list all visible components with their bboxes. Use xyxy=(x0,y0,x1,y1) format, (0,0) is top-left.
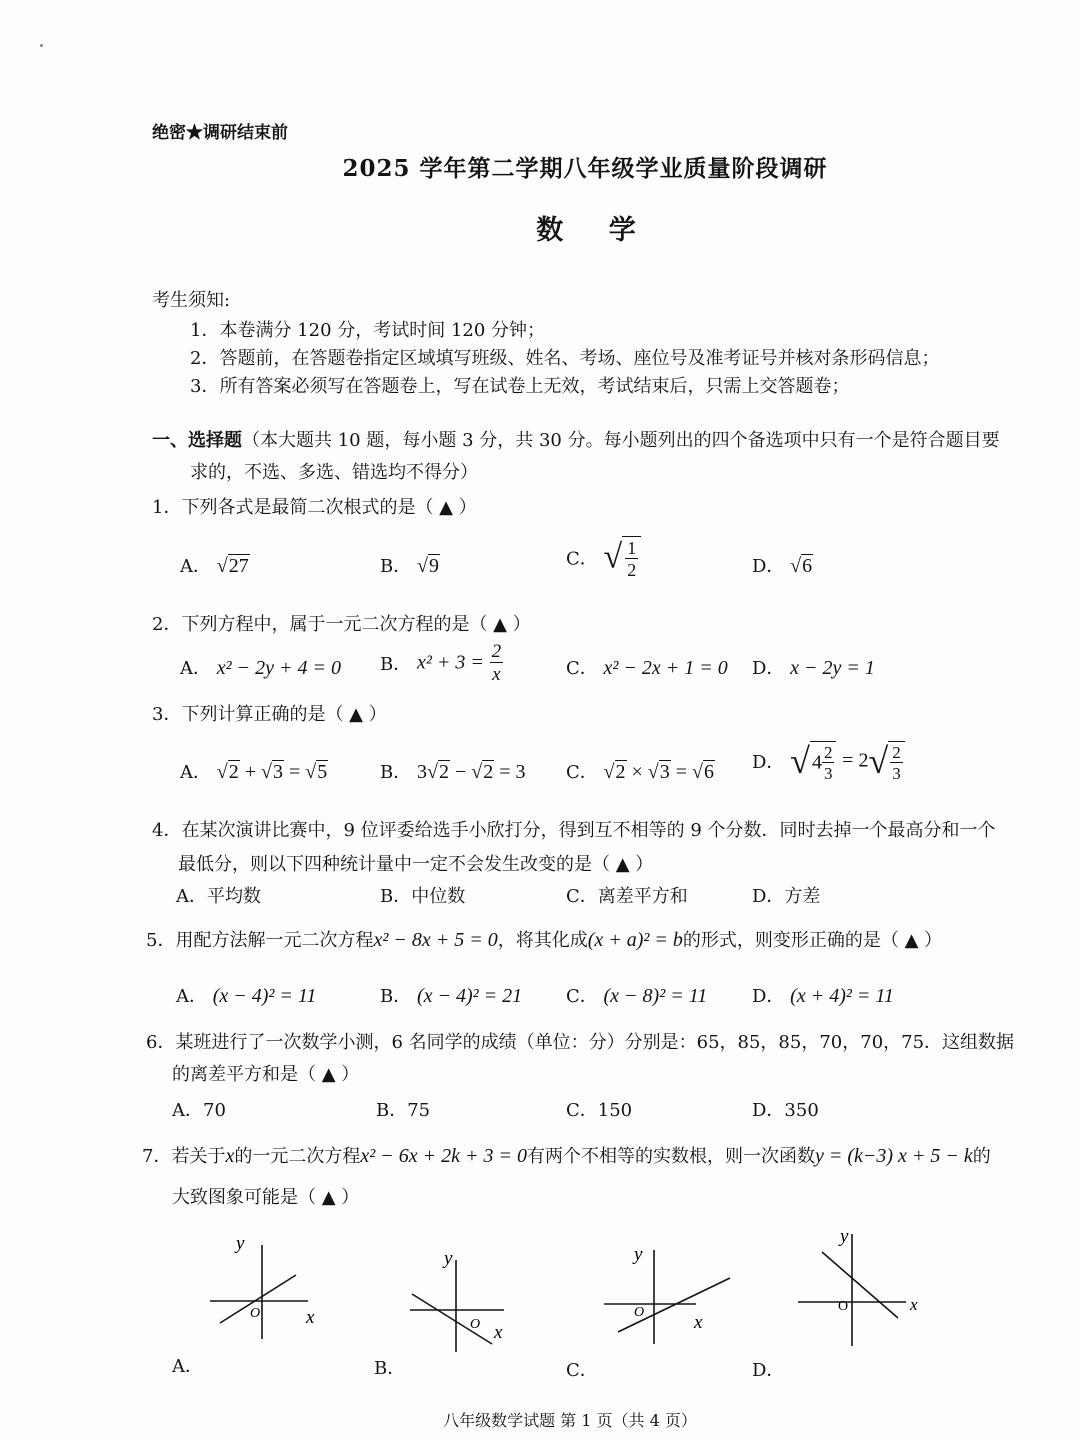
origin-label: O xyxy=(838,1299,849,1314)
exam-title: 2025 学年第二学期八年级学业质量阶段调研 xyxy=(342,155,828,182)
fraction-denominator: 3 xyxy=(892,763,901,783)
option-label: A． xyxy=(176,986,207,1007)
radicand: 27 xyxy=(228,555,249,577)
origin-label: O xyxy=(634,1305,645,1320)
q5-option-b xyxy=(380,982,522,1008)
stem-text: 的 xyxy=(972,1146,991,1167)
option-label: C． xyxy=(566,986,598,1007)
radicand: 5 xyxy=(317,761,328,783)
q7-graph-b xyxy=(400,1248,530,1358)
option-label: C． xyxy=(566,548,598,570)
q3-stem: 3．下列计算正确的是（ ▲ ） xyxy=(152,704,387,725)
q2-stem: 2．下列方程中，属于一元二次方程的是（ ▲ ） xyxy=(152,614,531,635)
q7-graph-c-label: C． xyxy=(566,1360,598,1381)
coefficient: 3 xyxy=(416,761,427,783)
option-label: B． xyxy=(380,762,412,783)
equation: x² − 2x + 1 = 0 xyxy=(603,657,728,679)
origin-label: O xyxy=(470,1317,481,1332)
q5-option-a xyxy=(176,982,316,1008)
function: y = (k−3) x + 5 − k xyxy=(814,1145,973,1167)
q7-graph-d-label: D． xyxy=(752,1360,785,1381)
y-axis-label: y xyxy=(236,1235,245,1254)
q7-graph-b-label: B． xyxy=(374,1358,406,1379)
q4-stem-1: 4．在某次演讲比赛中，9 位评委给选手小欣打分，得到互不相等的 9 个分数．同时去掉一个最高分和一个 xyxy=(152,820,996,841)
q3-option-d: D． √ 4 $\frac{2}{3}$ = 2√ $\frac{2}{3}$ xyxy=(752,740,905,782)
notice-item-2: 2．答题前，在答题卷指定区域填写班级、姓名、考场、座位号及准考证号并核对条形码信息； xyxy=(190,348,940,369)
function-line xyxy=(822,1252,898,1318)
radicand: 3 xyxy=(659,761,670,783)
q5-option-c xyxy=(566,982,707,1008)
q4-option-a: A．平均数 xyxy=(176,886,261,907)
q3-option-a: A． √2 + √3 = √5 xyxy=(180,761,328,783)
q4-option-c: C．离差平方和 xyxy=(566,886,688,907)
q7-graph-a xyxy=(200,1235,330,1345)
q4-option-b: B．中位数 xyxy=(380,886,466,907)
fraction-numerator: 1 xyxy=(627,538,637,558)
result: = 3 xyxy=(499,761,526,783)
q2-option-b xyxy=(380,642,503,684)
option-label: D． xyxy=(752,556,785,577)
q4-option-d: D．方差 xyxy=(752,886,821,907)
whole-part: 4 xyxy=(811,751,822,773)
operator: = 2 xyxy=(842,749,869,772)
q7-graph-c xyxy=(596,1240,736,1350)
q2-option-d xyxy=(752,654,875,680)
option-label: A． xyxy=(180,762,211,783)
q1-stem: 1．下列各式是最简二次根式的是（ ▲ ） xyxy=(152,497,477,518)
fraction-denominator: 3 xyxy=(823,763,833,783)
operator: = xyxy=(288,761,301,783)
equation: x² + 3 = xyxy=(416,651,484,674)
fraction-denominator: x xyxy=(492,664,501,685)
equation: (x − 4)² = 21 xyxy=(416,985,523,1007)
equation: x² − 6x + 2k + 3 = 0 xyxy=(360,1145,527,1167)
q2-option-c xyxy=(566,654,728,680)
q7-graph-a-label: A． xyxy=(172,1356,203,1377)
x-axis-label: x xyxy=(694,1312,703,1333)
stem-text: ，将其化成 xyxy=(497,930,588,951)
radicand: 2 xyxy=(483,761,494,783)
stem-text: 有两个不相等的实数根，则一次函数 xyxy=(526,1146,815,1167)
operator: × xyxy=(631,761,643,783)
q4-stem-2: 最低分，则以下四种统计量中一定不会发生改变的是（ ▲ ） xyxy=(178,854,654,875)
radicand: 6 xyxy=(704,761,715,783)
q5-stem xyxy=(146,926,942,952)
notice-item-3: 3．所有答案必须写在答题卷上，写在试卷上无效，考试结束后，只需上交答题卷； xyxy=(190,376,850,397)
option-label: A． xyxy=(180,556,211,577)
radicand: 9 xyxy=(428,555,439,577)
y-axis-label: y xyxy=(840,1226,849,1247)
option-label: A． xyxy=(180,658,211,679)
equation: x − 2y = 1 xyxy=(790,657,875,679)
q6-stem-2: 的离差平方和是（ ▲ ） xyxy=(172,1064,360,1085)
q6-option-d: D．350 xyxy=(752,1100,819,1121)
q1-option-b: B． √9 xyxy=(380,555,439,577)
q6-stem-1: 6．某班进行了一次数学小测，6 名同学的成绩（单位：分）分别是：65，85，85，70，70，75．这组数据 xyxy=(146,1032,1015,1053)
subject-title: 数 学 xyxy=(536,215,654,246)
fraction-numerator: 2 xyxy=(491,641,502,662)
x-axis-label: x xyxy=(494,1322,503,1343)
scan-speck xyxy=(40,44,43,47)
q3-option-b: B． 3√2 − √2 = 3 xyxy=(380,761,526,783)
x-axis-label: x xyxy=(306,1307,315,1328)
q6-option-b: B．75 xyxy=(376,1100,431,1121)
fraction-numerator: 2 xyxy=(892,742,901,762)
x-axis-label: x xyxy=(910,1295,918,1314)
stem-text: 的形式，则变形正确的是（ ▲ ） xyxy=(682,930,943,951)
operator: + xyxy=(244,761,256,783)
notice-heading: 考生须知: xyxy=(152,290,231,311)
q7-stem-1 xyxy=(142,1142,991,1168)
radicand: 2 xyxy=(228,761,239,783)
section-1-desc-2: 求的，不选、多选、错选均不得分） xyxy=(190,462,478,483)
section-1-heading: 一、选择题 xyxy=(152,430,242,451)
equation: x² − 8x + 5 = 0 xyxy=(373,929,498,951)
variable: x xyxy=(225,1145,235,1167)
operator: − xyxy=(454,761,467,783)
q6-option-c: C．150 xyxy=(566,1100,633,1121)
equation: (x + a)² = b xyxy=(587,929,683,951)
option-label: B． xyxy=(380,986,412,1007)
option-label: D． xyxy=(752,986,785,1007)
equation: (x + 4)² = 11 xyxy=(790,985,894,1007)
section-1-intro xyxy=(152,426,1000,452)
q5-option-d xyxy=(752,982,894,1008)
option-label: D． xyxy=(752,658,785,679)
radicand: 2 xyxy=(615,761,626,783)
equation: x² − 2y + 4 = 0 xyxy=(216,657,341,679)
origin-label: O xyxy=(250,1306,261,1321)
y-axis-label: y xyxy=(634,1244,643,1265)
option-label: B． xyxy=(380,556,412,577)
equation: (x − 4)² = 11 xyxy=(212,985,317,1007)
q1-option-c: C． √ $\frac{1}{2}$ xyxy=(566,536,641,579)
q7-stem-2: 大致图象可能是（ ▲ ） xyxy=(172,1187,360,1208)
confidential-mark: 绝密★调研结束前 xyxy=(152,123,288,143)
q7-graph-d xyxy=(790,1222,930,1352)
q3-option-c: C． √2 × √3 = √6 xyxy=(566,761,715,783)
radicand: 6 xyxy=(802,555,813,577)
stem-text: 5．用配方法解一元二次方程 xyxy=(146,930,374,951)
q6-option-a: A．70 xyxy=(172,1100,226,1121)
fraction-numerator: 2 xyxy=(823,742,833,762)
option-label: C． xyxy=(566,658,598,679)
notice-item-1: 1．本卷满分 120 分，考试时间 120 分钟； xyxy=(190,320,546,341)
equation: (x − 8)² = 11 xyxy=(603,985,708,1007)
option-label: B． xyxy=(380,654,412,675)
radicand: 3 xyxy=(272,761,283,783)
operator: = xyxy=(675,761,688,783)
section-1-desc-1: （本大题共 10 题，每小题 3 分，共 30 分。每小题列出的四个备选项中只有一个是符合题目要 xyxy=(242,430,1000,451)
stem-text: 7．若关于 xyxy=(142,1146,226,1167)
page-footer: 八年级数学试题 第 1 页（共 4 页） xyxy=(443,1411,697,1430)
y-axis-label: y xyxy=(444,1248,453,1269)
radicand: 2 xyxy=(438,761,449,783)
q1-option-d: D． √6 xyxy=(752,555,813,577)
q2-option-a xyxy=(180,654,341,680)
stem-text: 的一元二次方程 xyxy=(234,1146,361,1167)
fraction-denominator: 2 xyxy=(627,560,637,580)
option-label: C． xyxy=(566,762,598,783)
q1-option-a: A． √27 xyxy=(180,555,249,577)
option-label: D． xyxy=(752,752,785,773)
